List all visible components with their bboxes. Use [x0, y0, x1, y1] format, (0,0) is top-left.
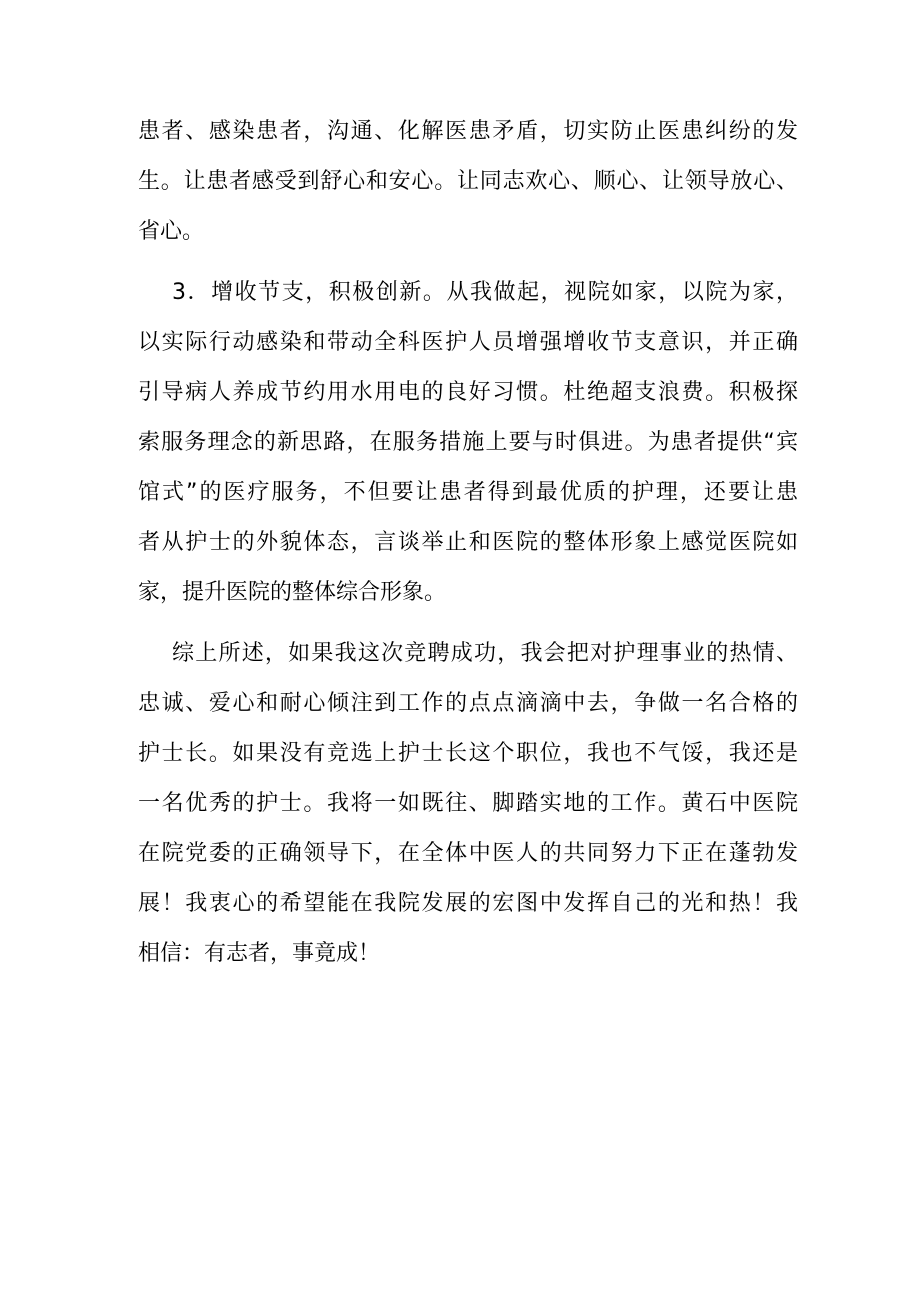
paragraph-spacing — [138, 624, 798, 635]
document-body — [138, 113, 798, 985]
text-line: 在院党委的正确领导下，在全体中医人的共同努力下正在蓬勃发 — [138, 841, 798, 866]
text-line: 家，提升医院的整体综合形象。 — [138, 580, 447, 605]
text-line: 护士长。如果没有竞选上护士长这个职位，我也不气馁，我还是 — [138, 741, 798, 766]
text-line: 忠诚、爱心和耐心倾注到工作的点点滴滴中去，争做一名合格的 — [138, 691, 798, 716]
text-line: 以实际行动感染和带动全科医护人员增强增收节支意识，并正确 — [138, 330, 798, 355]
text-line: 展！我衷心的希望能在我院发展的宏图中发挥自己的光和热！我 — [138, 891, 798, 916]
paragraph-continuation — [138, 113, 798, 263]
text-line: 馆式”的医疗服务，不但要让患者得到最优质的护理，还要让患 — [138, 480, 798, 505]
paragraph-summary — [138, 635, 798, 985]
text-line: 索服务理念的新思路，在服务措施上要与时俱进。为患者提供“宾 — [138, 430, 798, 455]
text-line: 者从护士的外貌体态，言谈举止和医院的整体形象上感觉医院如 — [138, 530, 798, 555]
text-line: 生。让患者感受到舒心和安心。让同志欢心、顺心、让领导放心、 — [138, 169, 798, 194]
paragraph-spacing — [138, 263, 798, 274]
text-line: 一名优秀的护士。我将一如既往、脚踏实地的工作。黄石中医院 — [138, 791, 798, 816]
paragraph-item-3 — [138, 274, 798, 624]
text-line: 患者、感染患者，沟通、化解医患矛盾，切实防止医患纠纷的发 — [138, 119, 798, 144]
text-line: 省心。 — [138, 219, 205, 244]
text-line: 3．增收节支，积极创新。从我做起，视院如家，以院为家， — [172, 280, 798, 305]
text-line: 引导病人养成节约用水用电的良好习惯。杜绝超支浪费。积极探 — [138, 380, 798, 405]
text-line: 相信：有志者，事竟成！ — [138, 941, 381, 966]
text-line: 综上所述，如果我这次竞聘成功，我会把对护理事业的热情、 — [172, 641, 798, 666]
